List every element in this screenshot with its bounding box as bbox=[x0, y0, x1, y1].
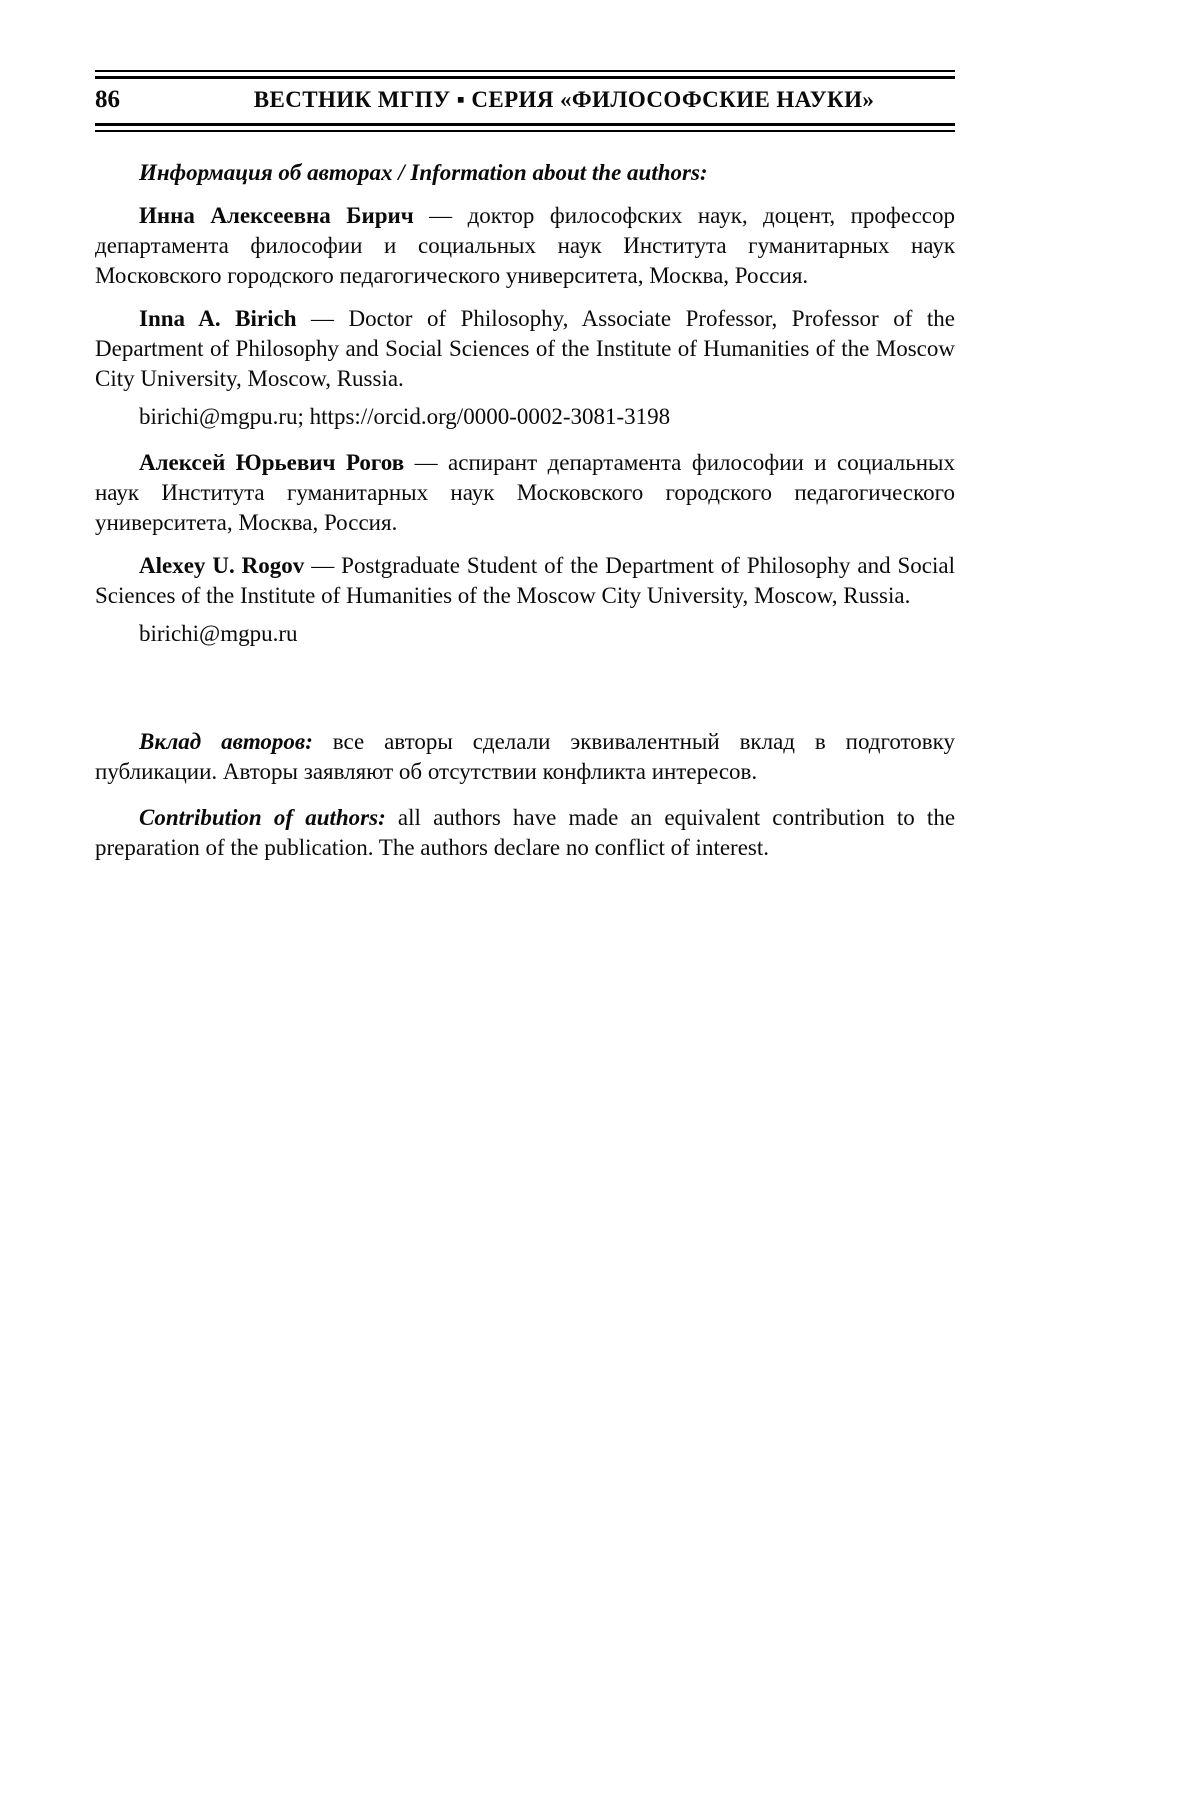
author-bio-en bbox=[95, 304, 955, 394]
author-bio-ru bbox=[95, 201, 955, 291]
author-contact: birichi@mgpu.ru; https://orcid.org/0000-0002-3081-3198 bbox=[139, 404, 671, 429]
text-column bbox=[95, 70, 955, 863]
author-name-en: Inna A. Birich bbox=[139, 306, 297, 331]
author-name-en: Alexey U. Rogov bbox=[139, 553, 305, 578]
contribution-en bbox=[95, 803, 955, 863]
author-bio-en-text: — Doctor of Philosophy, Associate Professor, Professor of the Department of Philosophy and Social Sciences of the Institute of Humanities of the Moscow City University, Moscow, Russia. bbox=[95, 306, 955, 391]
author-block-birich bbox=[95, 201, 955, 432]
contribution-text-ru: все авторы сделали эквивалентный вклад в подготовку публикации. Авторы заявляют об отсутствии конфликта интересов. bbox=[95, 729, 956, 784]
running-head-title: ВЕСТНИК МГПУ ▪ СЕРИЯ «ФИЛОСОФСКИЕ НАУКИ» bbox=[253, 87, 875, 112]
page-number: 86 bbox=[95, 86, 120, 113]
contribution-ru bbox=[95, 727, 955, 787]
author-block-rogov bbox=[95, 448, 955, 649]
author-bio-ru-text: — доктор философских наук, доцент, профессор департамента философии и социальных наук Института гуманитарных наук Московского городского педагогического университета, Москва, Россия. bbox=[95, 203, 955, 288]
author-contact: birichi@mgpu.ru bbox=[139, 621, 298, 646]
running-header bbox=[95, 79, 955, 123]
author-name-ru: Инна Алексеевна Бирич bbox=[139, 203, 414, 228]
author-bio-ru-text: — аспирант департамента философии и социальных наук Института гуманитарных наук Московского городского педагогического университета, Москва, Россия. bbox=[95, 450, 955, 535]
contribution-section bbox=[95, 727, 955, 863]
header-bottom-rule-thin bbox=[95, 130, 955, 132]
contribution-label-ru: Вклад авторов: bbox=[139, 729, 313, 754]
author-bio-en bbox=[95, 551, 955, 611]
author-name-ru: Алексей Юрьевич Рогов bbox=[139, 450, 405, 475]
section-heading: Информация об авторах / Information about the authors: bbox=[139, 160, 708, 185]
contribution-label-en: Contribution of authors: bbox=[139, 805, 386, 830]
author-bio-ru bbox=[95, 448, 955, 538]
author-bio-en-text: — Postgraduate Student of the Department of Philosophy and Social Sciences of the Institute of Humanities of the Moscow City University, Moscow, Russia. bbox=[95, 553, 956, 608]
contribution-text-en: all authors have made an equivalent contribution to the preparation of the publication. The authors declare no conflict of interest. bbox=[95, 805, 956, 860]
